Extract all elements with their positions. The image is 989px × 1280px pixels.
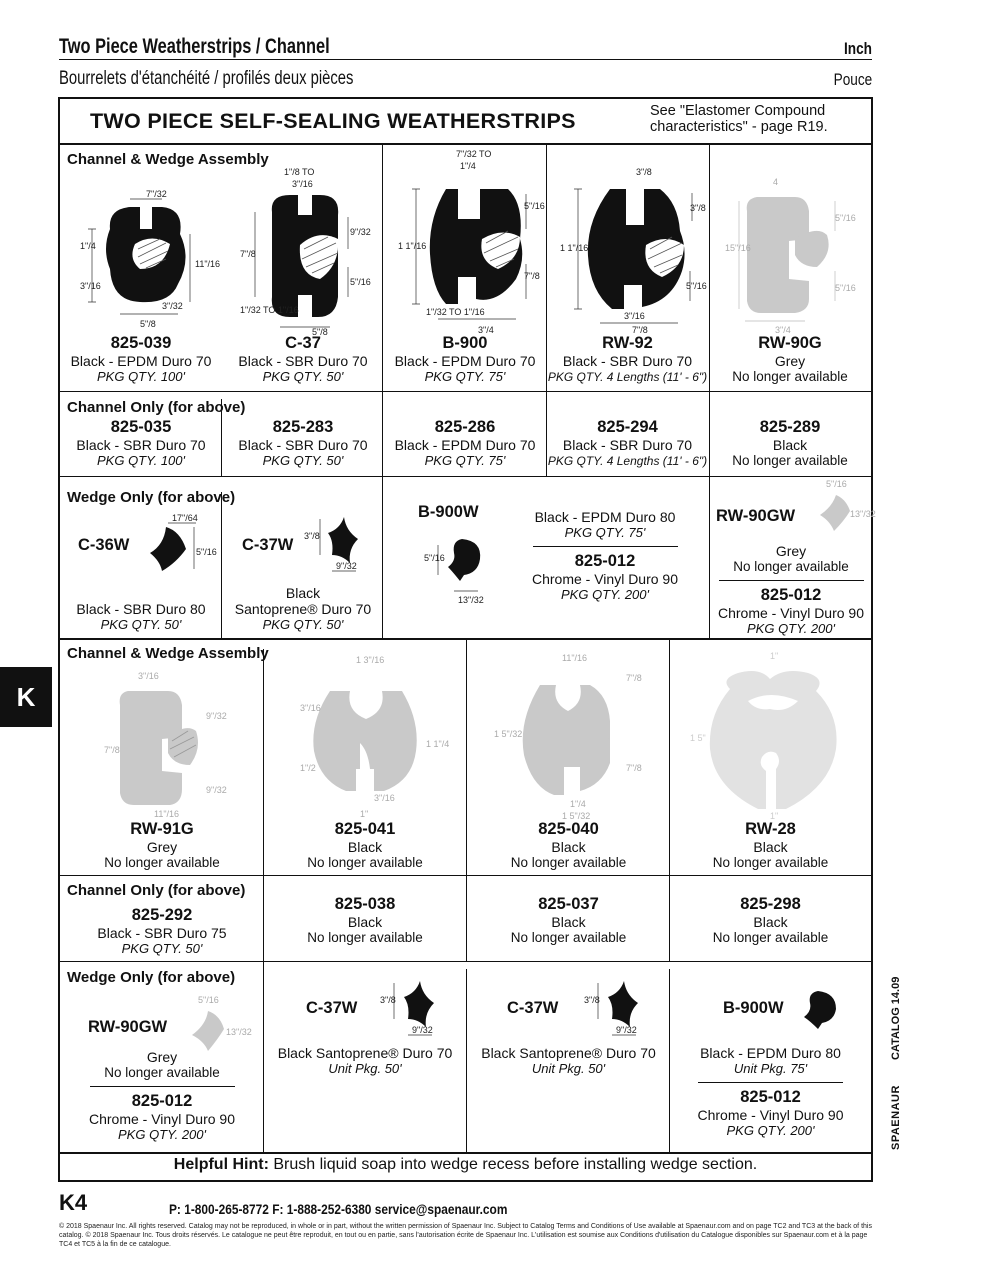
availability: No longer available	[712, 930, 829, 945]
divider	[719, 580, 864, 581]
section-tab-k[interactable]: K	[0, 667, 52, 727]
section-heading-channel-1: Channel Only (for above)	[67, 399, 246, 416]
profile-c-37-drawing	[240, 167, 380, 337]
material: Black - SBR Duro 70	[238, 437, 368, 453]
svg-text:7"/8: 7"/8	[626, 763, 642, 773]
divider	[60, 961, 871, 962]
page-number: K4	[59, 1190, 88, 1215]
profile-rw-91g-drawing	[100, 669, 240, 819]
package-qty: Unit Pkg. 50'	[531, 1061, 606, 1076]
wedge-c-37w-3	[468, 1045, 669, 1077]
compound-note-line1: See "Elastomer Compound	[650, 103, 826, 119]
profile-825-039-drawing	[80, 189, 220, 339]
svg-text:5"/8: 5"/8	[312, 327, 328, 337]
svg-text:5"/16: 5"/16	[198, 995, 219, 1005]
svg-text:4: 4	[773, 177, 779, 187]
svg-text:5"/16: 5"/16	[826, 479, 847, 489]
part-number: 825-283	[272, 418, 334, 436]
svg-text:1 1"/16: 1 1"/16	[560, 243, 589, 253]
material: Grey	[774, 353, 806, 369]
svg-text:5"/16: 5"/16	[686, 281, 707, 291]
divider	[90, 1086, 235, 1087]
part-number: 825-035	[110, 418, 172, 436]
svg-text:1 3"/16: 1 3"/16	[356, 655, 385, 665]
catalog-sidebar	[888, 976, 908, 1156]
part-number: 825-289	[759, 418, 821, 436]
wedge-c-36w-label: C-36W	[78, 536, 130, 554]
wedge-rw-90gw-label-2: RW-90GW	[88, 1018, 168, 1036]
hint-label: Helpful Hint:	[173, 1156, 269, 1173]
product-825-035	[62, 417, 220, 469]
material: Black - EPDM Duro 80	[700, 1045, 841, 1061]
wedge-rw-90gw-2	[62, 1049, 262, 1143]
package-qty: PKG QTY. 75'	[564, 525, 646, 540]
svg-text:5"/16: 5"/16	[524, 201, 545, 211]
wedge-c-37w-2	[264, 1045, 466, 1077]
brand-logo: SPAENAUR	[890, 1085, 902, 1150]
wedge-c-37w-label-2: C-37W	[306, 999, 358, 1017]
profile-825-041-drawing	[290, 651, 450, 821]
product-825-283	[224, 417, 382, 469]
header-row-english	[59, 30, 872, 60]
svg-text:9"/32: 9"/32	[206, 711, 227, 721]
page-subtitle: Bourrelets d'étanchéité / profilés deux pièces	[59, 68, 354, 89]
package-qty: PKG QTY. 50'	[262, 369, 344, 384]
profile-rw-28-drawing	[690, 649, 860, 819]
svg-text:9"/32: 9"/32	[206, 785, 227, 795]
svg-text:7"/8: 7"/8	[524, 271, 540, 281]
availability: No longer available	[307, 930, 423, 945]
material: Chrome - Vinyl Duro 90	[88, 1111, 236, 1127]
material: Chrome - Vinyl Duro 90	[717, 605, 865, 621]
material: Black - SBR Duro 75	[97, 925, 227, 941]
svg-text:7"/32: 7"/32	[146, 189, 167, 199]
svg-text:1": 1"	[770, 651, 779, 661]
svg-text:1"/32 TO 1"/16: 1"/32 TO 1"/16	[240, 305, 299, 315]
svg-text:17"/64: 17"/64	[172, 513, 198, 523]
svg-text:3"/4: 3"/4	[478, 325, 494, 335]
availability: No longer available	[733, 559, 849, 574]
material: Black	[347, 914, 383, 930]
svg-text:5"/16: 5"/16	[350, 277, 371, 287]
package-qty: PKG QTY. 200'	[118, 1127, 206, 1142]
svg-text:1"/32 TO 1"/16: 1"/32 TO 1"/16	[426, 307, 485, 317]
svg-text:1"/2: 1"/2	[300, 763, 316, 773]
svg-text:11"/16: 11"/16	[154, 809, 180, 819]
availability: No longer available	[307, 855, 423, 870]
section-heading-assembly-1: Channel & Wedge Assembly	[67, 151, 269, 168]
svg-text:5"/8: 5"/8	[140, 319, 156, 329]
product-rw-28	[670, 819, 871, 871]
material: Grey	[146, 1049, 178, 1065]
divider	[533, 546, 678, 547]
svg-text:1": 1"	[360, 809, 369, 819]
availability: No longer available	[510, 855, 627, 870]
svg-text:3"/4: 3"/4	[775, 325, 791, 335]
wedge-rw-90gw-label: RW-90GW	[716, 507, 796, 525]
catalog-version: CATALOG 14.09	[890, 976, 902, 1060]
part-number: B-900	[442, 334, 488, 352]
part-number: 825-294	[597, 418, 658, 436]
part-number: 825-292	[131, 906, 193, 924]
product-825-286	[384, 417, 546, 469]
material: Black - SBR Duro 70	[562, 437, 693, 453]
material: Black - SBR Duro 80	[76, 601, 206, 617]
package-qty: PKG QTY. 75'	[424, 369, 506, 384]
part-number: 825-012	[740, 1088, 801, 1106]
svg-text:7"/8: 7"/8	[626, 673, 642, 683]
svg-text:13"/32: 13"/32	[850, 509, 876, 519]
package-qty: PKG QTY. 200'	[726, 1123, 815, 1138]
material: Grey	[775, 543, 807, 559]
part-number: RW-92	[602, 334, 653, 352]
product-825-037	[468, 894, 669, 946]
package-qty: PKG QTY. 50'	[262, 453, 344, 468]
material-detail: Santoprene® Duro 70	[234, 601, 372, 617]
wedge-c-37w-drawing-2	[380, 975, 450, 1045]
table-title: TWO PIECE SELF-SEALING WEATHERSTRIPS	[90, 109, 576, 133]
svg-text:9"/32: 9"/32	[616, 1025, 637, 1035]
wedge-c-37w-drawing-3	[584, 975, 654, 1045]
wedge-c-37w-label: C-37W	[242, 536, 294, 554]
hint-text: Brush liquid soap into wedge recess before installing wedge section.	[268, 1156, 758, 1173]
svg-text:3"/8: 3"/8	[636, 167, 652, 177]
package-qty: PKG QTY. 50'	[100, 617, 182, 632]
svg-text:3"/16: 3"/16	[300, 703, 321, 713]
part-number: 825-012	[760, 586, 822, 604]
part-number: 825-012	[131, 1092, 193, 1110]
svg-text:1 5": 1 5"	[690, 733, 706, 743]
product-825-298	[670, 894, 871, 946]
part-number: RW-90G	[758, 334, 822, 352]
svg-text:1 1"/4: 1 1"/4	[426, 739, 450, 749]
material: Black - EPDM Duro 70	[394, 437, 536, 453]
svg-text:9"/32: 9"/32	[350, 227, 371, 237]
profile-b-900-drawing	[398, 149, 543, 339]
svg-text:5"/16: 5"/16	[835, 283, 856, 293]
product-825-038	[264, 894, 466, 946]
profile-825-040-drawing	[490, 651, 650, 821]
contact-info[interactable]: P: 1-800-265-8772 F: 1-888-252-6380 service@spaenaur.com	[169, 1201, 508, 1217]
divider	[382, 145, 383, 638]
product-rw-92	[546, 333, 709, 385]
wedge-c-37w-drawing	[304, 511, 374, 581]
material: Black	[772, 437, 808, 453]
wedge-c-36w-drawing	[146, 513, 217, 579]
material: Black	[285, 585, 321, 601]
package-qty: PKG QTY. 4 Lengths (11' - 6")	[547, 370, 708, 384]
part-number: C-37	[285, 334, 321, 352]
svg-text:7"/8: 7"/8	[104, 745, 120, 755]
product-825-289	[709, 417, 871, 469]
availability: No longer available	[732, 369, 848, 384]
part-number: 825-039	[110, 334, 172, 352]
divider	[709, 145, 710, 638]
wedge-c-36w	[62, 601, 220, 633]
section-heading-channel-2: Channel Only (for above)	[67, 882, 246, 899]
part-number: 825-012	[574, 552, 636, 570]
part-number: 825-037	[538, 895, 599, 913]
compound-note	[650, 103, 828, 135]
svg-text:3"/16: 3"/16	[374, 793, 395, 803]
svg-text:9"/32: 9"/32	[336, 561, 357, 571]
divider	[466, 638, 467, 961]
divider	[698, 1082, 843, 1083]
profile-rw-90g-drawing	[725, 171, 865, 336]
material: Black	[551, 839, 586, 855]
svg-text:3"/16: 3"/16	[138, 671, 159, 681]
wedge-b-900w-drawing	[424, 531, 504, 611]
svg-text:1 1"/16: 1 1"/16	[398, 241, 427, 251]
header-row-french	[59, 62, 872, 90]
wedge-rw-90gw	[711, 543, 871, 637]
material: Black - EPDM Duro 80	[534, 509, 676, 525]
material: Chrome - Vinyl Duro 90	[697, 1107, 844, 1123]
availability: No longer available	[104, 1065, 220, 1080]
svg-text:1"/4: 1"/4	[460, 161, 476, 171]
package-qty: PKG QTY. 200'	[747, 621, 835, 636]
product-825-294	[546, 417, 709, 469]
svg-text:3"/8: 3"/8	[690, 203, 706, 213]
availability: No longer available	[510, 930, 627, 945]
part-number: 825-038	[334, 895, 396, 913]
product-rw-90g	[709, 333, 871, 385]
wedge-b-900w-label: B-900W	[418, 503, 479, 521]
svg-text:3"/32: 3"/32	[162, 301, 183, 311]
unit-label-fr: Pouce	[833, 70, 872, 89]
wedge-b-900w-2	[670, 1045, 871, 1139]
title-bar	[60, 99, 871, 145]
product-825-041	[264, 819, 466, 871]
svg-text:13"/32: 13"/32	[458, 595, 484, 605]
wedge-rw-90gw-drawing	[810, 479, 876, 541]
svg-text:7"/8: 7"/8	[240, 249, 256, 259]
svg-text:15"/16: 15"/16	[725, 243, 751, 253]
divider	[60, 476, 871, 477]
material: Black - SBR Duro 70	[238, 353, 368, 369]
material: Black	[347, 839, 383, 855]
svg-text:11"/16: 11"/16	[562, 653, 588, 663]
product-b-900	[384, 333, 546, 385]
divider	[466, 969, 467, 1152]
svg-text:11"/16: 11"/16	[195, 259, 221, 269]
svg-text:3"/8: 3"/8	[304, 531, 320, 541]
divider	[221, 492, 222, 638]
svg-text:7"/32 TO: 7"/32 TO	[456, 149, 492, 159]
section-heading-assembly-2: Channel & Wedge Assembly	[67, 645, 269, 662]
svg-text:5"/16: 5"/16	[835, 213, 856, 223]
package-qty: PKG QTY. 100'	[97, 369, 185, 384]
product-825-039	[62, 333, 220, 385]
svg-text:1"/8 TO: 1"/8 TO	[284, 167, 315, 177]
helpful-hint	[60, 1150, 871, 1180]
svg-text:3"/16: 3"/16	[624, 311, 645, 321]
svg-text:3"/8: 3"/8	[380, 995, 396, 1005]
svg-text:5"/16: 5"/16	[424, 553, 445, 563]
material: Black - SBR Duro 70	[76, 437, 206, 453]
package-qty: Unit Pkg. 75'	[733, 1061, 808, 1076]
legal-notice: © 2018 Spaenaur Inc. All rights reserved. Catalog may not be reproduced, in whole or in part, without the written permission of Spaenaur Inc. Subject to Catalog Terms and Conditions of Use available at Spaenaur.com and on page TC2 and TC3 at the back of this catalog. © 2018 Spaenaur Inc. Tous droits réservés. Le catalogue ne peut être reproduit, en tout ou en partie, sans l'autorisation écrite de Spaenaur Inc. L'utilisation est soumise aux Conditions d'utilisation du Catalogue disponibles sur Spaenaur.com et à la page TC4 et TC5 à la fin de ce catalogue.	[59, 1223, 872, 1248]
package-qty: PKG QTY. 100'	[97, 453, 185, 468]
svg-text:7"/8: 7"/8	[632, 325, 648, 335]
product-rw-91g	[62, 819, 262, 871]
product-table	[58, 97, 876, 1182]
unit-label-en: Inch	[844, 39, 872, 58]
page-title: Two Piece Weatherstrips / Channel	[59, 35, 330, 58]
wedge-b-900w-drawing-2	[796, 987, 846, 1037]
material: Black - EPDM Duro 70	[70, 353, 212, 369]
svg-text:1"/4: 1"/4	[80, 241, 96, 251]
material: Black	[753, 914, 788, 930]
svg-text:1 5"/32: 1 5"/32	[494, 729, 523, 739]
availability: No longer available	[104, 855, 220, 870]
svg-text:3"/8: 3"/8	[584, 995, 600, 1005]
svg-text:1 5"/32: 1 5"/32	[562, 811, 591, 821]
availability: No longer available	[732, 453, 848, 468]
product-825-040	[468, 819, 669, 871]
compound-note-line2: characteristics" - page R19.	[650, 119, 828, 135]
wedge-b-900w-label-2: B-900W	[723, 999, 784, 1017]
svg-text:9"/32: 9"/32	[412, 1025, 433, 1035]
material: Grey	[146, 839, 178, 855]
package-qty: PKG QTY. 200'	[561, 587, 649, 602]
svg-text:5"/16: 5"/16	[196, 547, 217, 557]
availability: No longer available	[712, 855, 829, 870]
package-qty: PKG QTY. 4 Lengths (11' - 6")	[547, 454, 708, 468]
profile-rw-92-drawing	[560, 161, 705, 336]
package-qty: PKG QTY. 50'	[262, 617, 344, 632]
divider	[60, 391, 871, 392]
svg-text:3"/16: 3"/16	[292, 179, 313, 189]
svg-text:13"/32: 13"/32	[226, 1027, 252, 1037]
part-number: 825-286	[434, 418, 496, 436]
wedge-c-37w-label-3: C-37W	[507, 999, 559, 1017]
part-number: 825-298	[740, 895, 801, 913]
svg-text:3"/16: 3"/16	[80, 281, 101, 291]
svg-text:1": 1"	[770, 811, 779, 821]
part-number: 825-040	[538, 820, 599, 838]
material: Black	[753, 839, 788, 855]
material: Black - SBR Duro 70	[562, 353, 693, 369]
material: Chrome - Vinyl Duro 90	[531, 571, 679, 587]
svg-text:1"/4: 1"/4	[570, 799, 586, 809]
section-heading-wedge-2: Wedge Only (for above)	[67, 969, 236, 986]
material: Black - EPDM Duro 70	[394, 353, 536, 369]
part-number: RW-91G	[130, 820, 194, 838]
wedge-c-37w	[224, 585, 382, 633]
product-825-292	[62, 905, 262, 957]
package-qty: PKG QTY. 75'	[424, 453, 506, 468]
material: Black	[551, 914, 586, 930]
material: Black Santoprene® Duro 70	[277, 1045, 453, 1061]
material: Black Santoprene® Duro 70	[481, 1045, 656, 1061]
package-qty: PKG QTY. 50'	[121, 941, 203, 956]
package-qty: Unit Pkg. 50'	[328, 1061, 402, 1076]
wedge-b-900w	[510, 509, 700, 603]
section-heading-wedge-1: Wedge Only (for above)	[67, 489, 236, 506]
product-c-37	[224, 333, 382, 385]
part-number: 825-041	[334, 820, 396, 838]
part-number: RW-28	[745, 820, 796, 838]
